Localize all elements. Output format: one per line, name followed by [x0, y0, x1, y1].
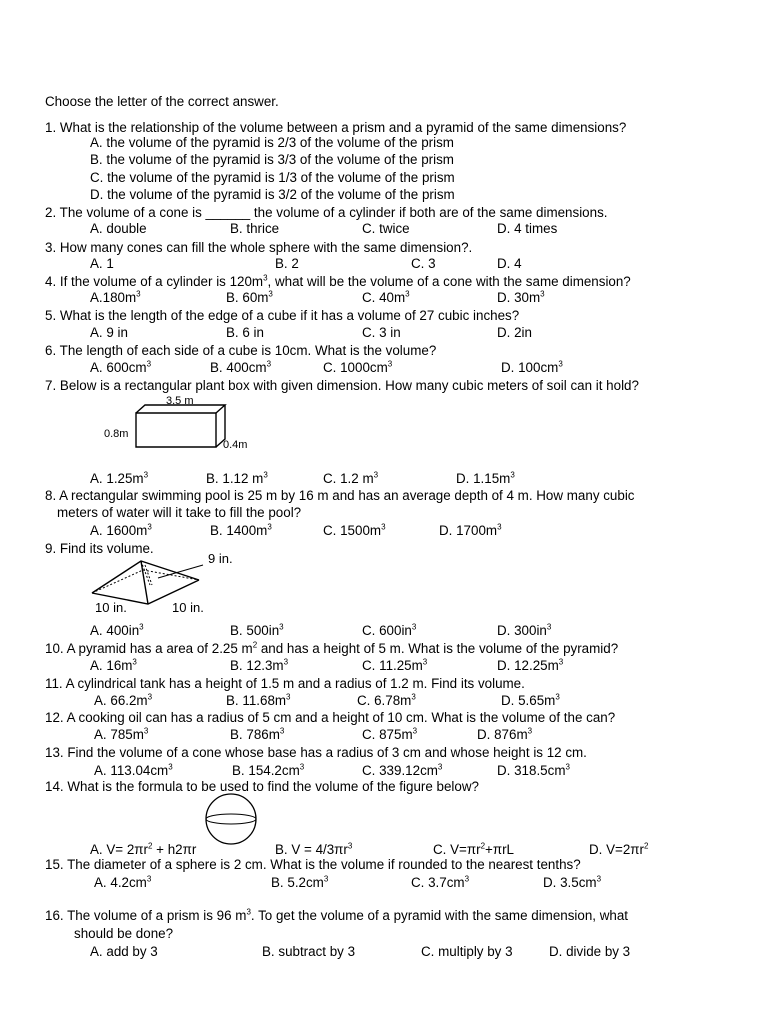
question-6: 6. The length of each side of a cube is 10cm. What is the volume?: [45, 343, 437, 358]
q7-length-label: 3.5 m: [166, 395, 194, 407]
q8-option-c[interactable]: C. $1500m^3$: [323, 522, 386, 538]
q4-option-a[interactable]: $A.180m^3$: [90, 289, 141, 305]
q14-option-d[interactable]: D. $V=2\pi r^2$: [589, 841, 649, 857]
question-8-line1: 8. A rectangular swimming pool is 25 m by 16 m and has an average depth of 4 m. How many cubic: [45, 488, 635, 503]
q5-option-c[interactable]: C. 3 in: [362, 325, 401, 340]
q13-option-a[interactable]: A. $113.04cm^3$: [94, 762, 173, 778]
q11-option-b[interactable]: B. $11.68m^3$: [226, 692, 291, 708]
question-1: 1. What is the relationship of the volume between a prism and a pyramid of the same dimensions?: [45, 120, 627, 135]
q11-option-d[interactable]: D. $5.65m^3$: [501, 692, 560, 708]
question-8-line2: meters of water will it take to fill the pool?: [57, 505, 302, 520]
q16-option-d[interactable]: D. divide by 3: [549, 944, 631, 959]
q6-option-b[interactable]: B. $400cm^3$: [210, 359, 272, 375]
q6-option-d[interactable]: D. $100cm^3$: [501, 359, 563, 375]
instruction: Choose the letter of the correct answer.: [45, 94, 279, 109]
q3-option-d[interactable]: D. 4: [497, 256, 522, 271]
q10-option-b[interactable]: B. $12.3m^3$: [230, 657, 289, 673]
q5-option-b[interactable]: B. 6 in: [226, 325, 264, 340]
question-3: 3. How many cones can fill the whole sphere with the same dimension?.: [45, 240, 473, 255]
question-14: 14. What is the formula to be used to find the volume of the figure below?: [45, 779, 479, 794]
q10-option-c[interactable]: C. $11.25m^3$: [362, 657, 428, 673]
q9-base-label-1: 10 in.: [95, 600, 127, 615]
q3-option-b[interactable]: B. 2: [275, 256, 299, 271]
question-7: 7. Below is a rectangular plant box with given dimension. How many cubic meters of soil can it hold?: [45, 378, 639, 393]
q12-option-c[interactable]: C. $875m^3$: [362, 726, 418, 742]
q10-option-d[interactable]: D. $12.25m^3$: [497, 657, 564, 673]
question-2: 2. The volume of a cone is ______ the volume of a cylinder if both are of the same dimensions.: [45, 205, 608, 220]
q7-option-a[interactable]: A. $1.25m^3$: [90, 470, 149, 486]
q15-option-d[interactable]: D. $3.5cm^3$: [543, 874, 602, 890]
q8-option-a[interactable]: A. $1600m^3$: [90, 522, 152, 538]
q4-option-c[interactable]: C. $40m^3$: [362, 289, 410, 305]
q13-option-c[interactable]: C. $339.12cm^3$: [362, 762, 443, 778]
q8-option-b[interactable]: B. $1400m^3$: [210, 522, 272, 538]
q1-option-c[interactable]: C. the volume of the pyramid is 1/3 of the volume of the prism: [90, 170, 455, 185]
question-11: 11. A cylindrical tank has a height of 1.5 m and a radius of 1.2 m. Find its volume.: [45, 676, 525, 691]
q1-option-a[interactable]: A. the volume of the pyramid is 2/3 of the volume of the prism: [90, 135, 454, 150]
q2-option-b[interactable]: B. thrice: [230, 221, 280, 236]
q7-option-d[interactable]: D. $1.15m^3$: [456, 470, 515, 486]
q9-height-label: 9 in.: [208, 551, 233, 566]
q14-option-a[interactable]: A. $V= 2\pi r^2 + h2\pi r$: [90, 841, 197, 857]
q5-option-d[interactable]: D. 2in: [497, 325, 532, 340]
question-12: 12. A cooking oil can has a radius of 5 cm and a height of 10 cm. What is the volume of the can?: [45, 710, 616, 725]
q15-option-a[interactable]: A. $4.2cm^3$: [94, 874, 152, 890]
q2-option-d[interactable]: D. 4 times: [497, 221, 558, 236]
q2-option-a[interactable]: A. double: [90, 221, 147, 236]
q6-option-c[interactable]: C. $1000cm^3$: [323, 359, 393, 375]
q16-option-b[interactable]: B. subtract by 3: [262, 944, 356, 959]
q16-option-a[interactable]: A. add by 3: [90, 944, 158, 959]
q11-option-a[interactable]: A. $66.2m^3$: [94, 692, 153, 708]
q3-option-c[interactable]: C. 3: [411, 256, 436, 271]
question-10: 10. A pyramid has a area of 2.25 $m^2$ and has a height of 5 m. What is the volume of the pyramid?: [45, 640, 619, 656]
q12-option-b[interactable]: B. $786m^3$: [230, 726, 285, 742]
q16-option-c[interactable]: C. multiply by 3: [421, 944, 513, 959]
question-4: 4. If the volume of a cylinder is $120m^3$, what will be the volume of a cone with the same dimension?: [45, 273, 631, 289]
q7-option-b[interactable]: B. 1.12 $m^3$: [206, 470, 268, 486]
question-16-line1: 16. The volume of a prism is 96 $m^3$. To get the volume of a pyramid with the same dimension, what: [45, 907, 629, 923]
q7-option-c[interactable]: C. 1.2 $m^3$: [323, 470, 379, 486]
q7-width-label: 0.4m: [223, 439, 248, 451]
q9-option-a[interactable]: A. $400in^3$: [90, 622, 144, 638]
q9-option-c[interactable]: C. $600in^3$: [362, 622, 417, 638]
q2-option-c[interactable]: C. twice: [362, 221, 410, 236]
q13-option-d[interactable]: D. $318.5cm^3$: [497, 762, 570, 778]
q6-option-a[interactable]: A. $600cm^3$: [90, 359, 152, 375]
q1-option-b[interactable]: B. the volume of the pyramid is 3/3 of the volume of the prism: [90, 152, 454, 167]
q10-option-a[interactable]: A. $16m^3$: [90, 657, 137, 673]
question-9: 9. Find its volume.: [45, 541, 154, 556]
q9-option-d[interactable]: D. $300in^3$: [497, 622, 552, 638]
q11-option-c[interactable]: C. $6.78m^3$: [357, 692, 416, 708]
q3-option-a[interactable]: A. 1: [90, 256, 114, 271]
q13-option-b[interactable]: B. $154.2cm^3$: [232, 762, 305, 778]
q12-option-a[interactable]: A. $785m^3$: [94, 726, 149, 742]
q9-option-b[interactable]: B. $500in^3$: [230, 622, 284, 638]
q15-option-b[interactable]: B. $5.2cm^3$: [271, 874, 329, 890]
question-5: 5. What is the length of the edge of a cube if it has a volume of 27 cubic inches?: [45, 308, 520, 323]
question-16-line2: should be done?: [74, 926, 174, 941]
q15-option-c[interactable]: C. $3.7cm^3$: [411, 874, 470, 890]
q8-option-d[interactable]: D. $1700m^3$: [439, 522, 502, 538]
q14-option-b[interactable]: B. $V = 4/3\pi r^3$: [275, 841, 353, 857]
q9-base-label-2: 10 in.: [172, 600, 204, 615]
q1-option-d[interactable]: D. the volume of the pyramid is 3/2 of the volume of the prism: [90, 187, 455, 202]
question-13: 13. Find the volume of a cone whose base has a radius of 3 cm and whose height is 12 cm.: [45, 745, 587, 760]
q4-option-b[interactable]: B. $60m^3$: [226, 289, 273, 305]
q14-option-c[interactable]: C. $V=\pi r^2+\pi rL$: [433, 841, 514, 857]
question-15: 15. The diameter of a sphere is 2 cm. What is the volume if rounded to the nearest tenths?: [45, 857, 581, 872]
q5-option-a[interactable]: A. 9 in: [90, 325, 128, 340]
q7-height-label: 0.8m: [104, 428, 129, 440]
q4-option-d[interactable]: D. $30m^3$: [497, 289, 545, 305]
q12-option-d[interactable]: D. $876m^3$: [477, 726, 533, 742]
